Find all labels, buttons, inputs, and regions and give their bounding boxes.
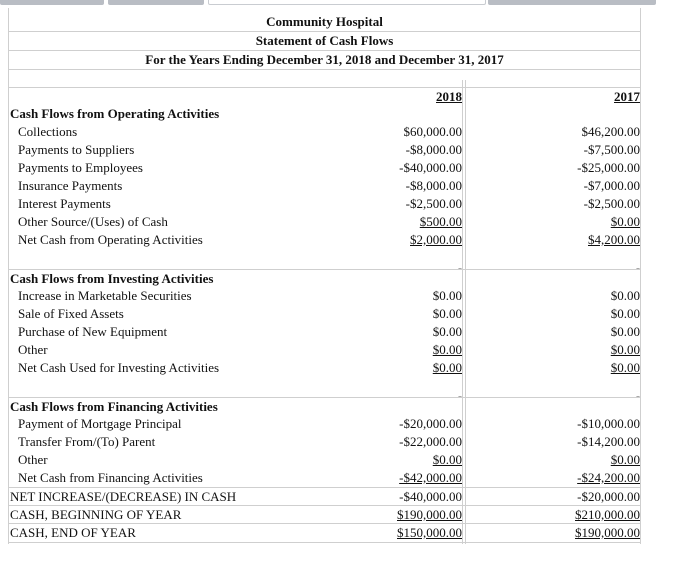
row-label: Payment of Mortgage Principal (18, 416, 182, 431)
summary-row (8, 487, 641, 506)
value-2017: -$14,200.00 (577, 434, 640, 449)
operating-heading-row (8, 105, 641, 123)
value-2017: $0.00 (610, 288, 640, 303)
summary-row (8, 505, 641, 524)
value-2017: $0.00 (610, 452, 640, 467)
value-2018: $0.00 (432, 452, 462, 467)
value-2018: -$8,000.00 (405, 178, 462, 193)
table-row (8, 433, 641, 451)
period-title: For the Years Ending December 31, 2018 and December 31, 2017 (8, 51, 641, 70)
table-row (8, 195, 641, 213)
row-label: Increase in Marketable Securities (18, 288, 192, 303)
value-2017: -$20,000.00 (577, 489, 640, 504)
financing-heading: Cash Flows from Financing Activities (10, 399, 218, 414)
value-2017: -$2,500.00 (583, 196, 640, 211)
value-2017: $0.00 (610, 360, 640, 375)
investing-heading-row (8, 269, 641, 288)
value-2017: $0.00 (610, 342, 640, 357)
table-row (8, 341, 641, 359)
row-label: Other Source/(Uses) of Cash (18, 214, 168, 229)
value-2018: $60,000.00 (403, 124, 462, 139)
table-row (8, 359, 641, 377)
value-2018: $0.00 (432, 288, 462, 303)
value-2018: $150,000.00 (397, 525, 462, 540)
value-2018: $0.00 (432, 306, 462, 321)
value-2018: $0.00 (432, 324, 462, 339)
value-2017: $0.00 (610, 214, 640, 229)
row-label: Net Cash from Operating Activities (18, 232, 203, 247)
table-row (8, 231, 641, 249)
value-2017: $210,000.00 (575, 507, 640, 522)
value-2018: $0.00 (432, 342, 462, 357)
year-2018-header: 2018 (436, 89, 462, 104)
financing-heading-row (8, 397, 641, 416)
value-2018: $2,000.00 (410, 232, 462, 247)
row-label: Purchase of New Equipment (18, 324, 168, 339)
divider-2017: - (636, 261, 640, 275)
value-2017: $190,000.00 (575, 525, 640, 540)
tab-active[interactable] (208, 0, 486, 5)
table-row (8, 305, 641, 323)
tab-second[interactable] (108, 0, 204, 5)
value-2017: -$7,500.00 (583, 142, 640, 157)
table-row (8, 213, 641, 231)
investing-heading: Cash Flows from Investing Activities (10, 271, 214, 286)
value-2018: -$42,000.00 (399, 470, 462, 485)
value-2017: -$24,200.00 (577, 470, 640, 485)
year-2017-header: 2017 (614, 89, 640, 104)
row-label: Other (18, 342, 48, 357)
divider-2018: - (458, 389, 462, 403)
row-label: Payments to Suppliers (18, 142, 135, 157)
summary-row (8, 523, 641, 543)
table-row (8, 287, 641, 305)
row-label: CASH, END OF YEAR (10, 525, 136, 540)
table-row (8, 451, 641, 469)
row-label: Transfer From/(To) Parent (18, 434, 156, 449)
value-2017: $4,200.00 (588, 232, 640, 247)
row-label: Net Cash Used for Investing Activities (18, 360, 220, 375)
value-2018: $0.00 (432, 360, 462, 375)
row-label: Net Cash from Financing Activities (18, 470, 203, 485)
value-2017: $0.00 (610, 306, 640, 321)
table-row (8, 141, 641, 159)
statement-title: Statement of Cash Flows (8, 32, 641, 51)
top-tab-strip (0, 0, 700, 6)
tab-right[interactable] (488, 0, 656, 5)
org-title: Community Hospital (8, 13, 641, 32)
table-row (8, 469, 641, 487)
value-2017: -$25,000.00 (577, 160, 640, 175)
value-2018: -$20,000.00 (399, 416, 462, 431)
table-row (8, 177, 641, 195)
divider-2018: - (458, 261, 462, 275)
row-label: CASH, BEGINNING OF YEAR (10, 507, 182, 522)
table-row (8, 415, 641, 433)
value-2017: $46,200.00 (581, 124, 640, 139)
value-2017: -$10,000.00 (577, 416, 640, 431)
divider-2017: - (636, 389, 640, 403)
value-2018: $190,000.00 (397, 507, 462, 522)
value-2018: -$40,000.00 (399, 489, 462, 504)
table-row (8, 159, 641, 177)
value-2018: -$22,000.00 (399, 434, 462, 449)
value-2018: -$40,000.00 (399, 160, 462, 175)
year-header-row (8, 87, 641, 106)
row-label: NET INCREASE/(DECREASE) IN CASH (10, 489, 237, 504)
table-row (8, 123, 641, 141)
row-label: Payments to Employees (18, 160, 143, 175)
value-2017: -$7,000.00 (583, 178, 640, 193)
row-label: Interest Payments (18, 196, 111, 211)
row-label: Collections (18, 124, 78, 139)
operating-heading: Cash Flows from Operating Activities (10, 106, 220, 121)
value-2018: -$8,000.00 (405, 142, 462, 157)
tab-left[interactable] (0, 0, 104, 5)
value-2018: $500.00 (419, 214, 462, 229)
value-2017: $0.00 (610, 324, 640, 339)
row-label: Sale of Fixed Assets (18, 306, 124, 321)
row-label: Insurance Payments (18, 178, 123, 193)
row-label: Other (18, 452, 48, 467)
table-row (8, 323, 641, 341)
value-2018: -$2,500.00 (405, 196, 462, 211)
